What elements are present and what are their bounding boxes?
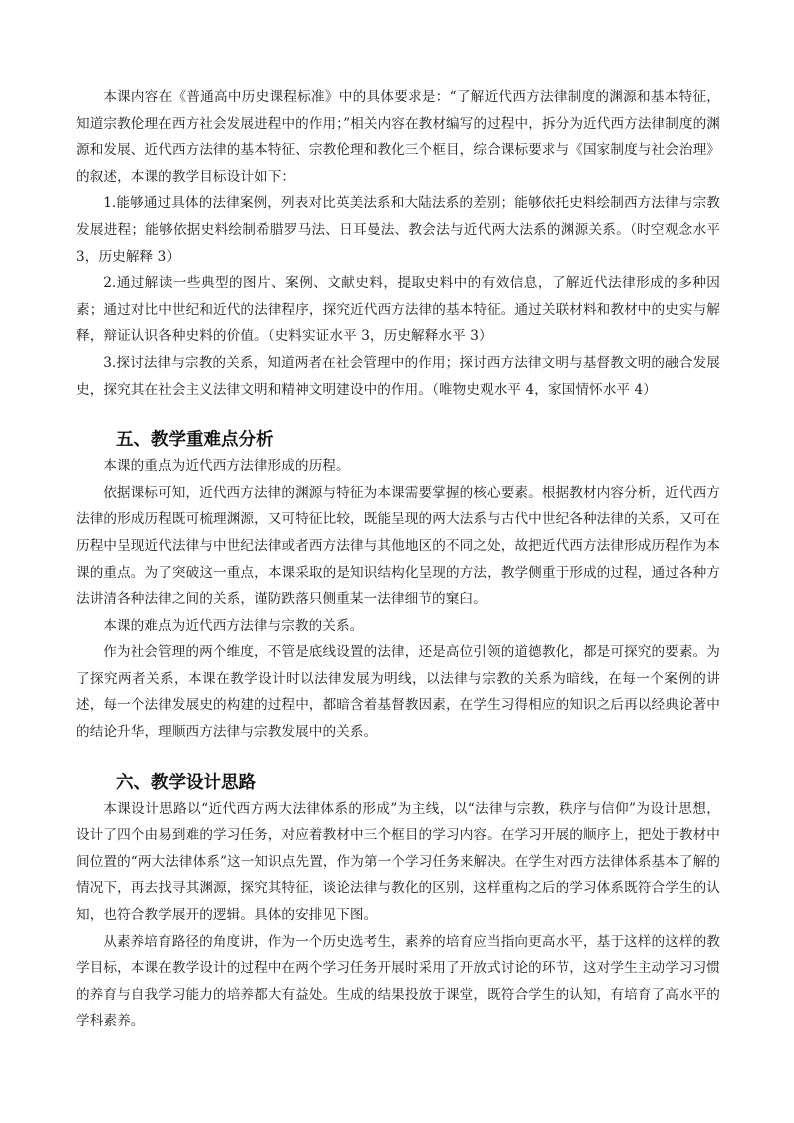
spacer xyxy=(76,403,720,427)
teaching-goal-1: 1.能够通过具体的法律案例，列表对比英美法系和大陆法系的差别；能够依托史料绘制西方法律与宗教发展进程；能够依据史料绘制希腊罗马法、日耳曼法、教会法与近代两大法系的渊源关系。（时空观念水平 3，历史解释 3） xyxy=(76,195,720,265)
spacer xyxy=(76,746,720,770)
intro-paragraph: 本课内容在《普通高中历史课程标准》中的具体要求是：“了解近代西方法律制度的渊源和基本特征，知道宗教伦理在西方社会发展进程中的作用；”相关内容在教材编写的过程中，拆分为近代西方法律制度的渊源和发展、近代西方法律的基本特征、宗教伦理和教化三个框目，综合课标要求与《国家制度与社会治理》的叙述，本课的教学目标设计如下： xyxy=(76,89,720,185)
difficult-point-statement: 本课的难点为近代西方法律与宗教的关系。 xyxy=(103,617,364,634)
design-idea-paragraph: 本课设计思路以“近代西方两大法律体系的形成”为主线，以“法律与宗教，秩序与信仰”为设计思想，设计了四个由易到难的学习任务，对应着教材中三个框目的学习内容。在学习开展的顺序上，把处于教材中间位置的“两大法律体系”这一知识点先置，作为第一个学习任务来解决。在学生对西方法律体系基本了解的情况下，再去找寻其渊源，探究其特征，谈论法律与教化的区别，这样重构之后的学习体系既符合学生的认知，也符合教学展开的逻辑。具体的安排见下图。 xyxy=(76,800,721,924)
teaching-goal-3: 3.探讨法律与宗教的关系，知道两者在社会管理中的作用；探讨西方法律文明与基督教文明的融合发展史，探究其在社会主义法律文明和精神文明建设中的作用。（唯物史观水平 4，家国情怀水平 4） xyxy=(76,354,720,398)
difficult-point-analysis: 作为社会管理的两个维度，不管是底线设置的法律，还是高位引领的道德教化，都是可探究的要素。为了探究两者关系，本课在教学设计时以法律发展为明线，以法律与宗教的关系为暗线，在每一个案例的讲述，每一个法律发展史的构建的过程中，都暗含着基督教因素，在学生习得相应的知识之后再以经典论著中的结论升华，理顺西方法律与宗教发展中的关系。 xyxy=(76,644,720,741)
teaching-goal-2: 2.通过解读一些典型的图片、案例、文献史料，提取史料中的有效信息，了解近代法律形成的多种因素；通过对比中世纪和近代的法律程序，探究近代西方法律的基本特征。通过关联材料和教材中的史实与解释，辩证认识各种史料的价值。（史料实证水平 3，历史解释水平 3） xyxy=(76,275,720,345)
section-heading-5: 五、教学重难点分析 xyxy=(116,430,274,451)
key-point-statement: 本课的重点为近代西方法律形成的历程。 xyxy=(103,458,350,475)
section-heading-6: 六、教学设计思路 xyxy=(116,772,256,793)
document-page xyxy=(76,84,720,1035)
literacy-path-paragraph: 从素养培育路径的角度讲，作为一个历史选考生，素养的培育应当指向更高水平，基于这样的这样的教学目标，本课在教学设计的过程中在两个学习任务开展时采用了开放式讨论的环节，这对学生主动学习习惯的养育与自我学习能力的培养都大有益处。生成的结果投放于课堂，既符合学生的认知，有培育了高水平的学科素养。 xyxy=(76,933,720,1030)
key-point-analysis: 依据课标可知，近代西方法律的渊源与特征为本课需要掌握的核心要素。根据教材内容分析，近代西方法律的形成历程既可梳理渊源，又可特征比较，既能呈现的两大法系与古代中世纪各种法律的关系，又可在历程中呈现近代法律与中世纪法律或者西方法律与其他地区的不同之处，故把近代西方法律形成历程作为本课的重点。为了突破这一重点，本课采取的是知识结构化呈现的方法，教学侧重于形成的过程，通过各种方法讲清各种法律之间的关系，谨防跌落只侧重某一法律细节的窠臼。 xyxy=(76,484,720,608)
